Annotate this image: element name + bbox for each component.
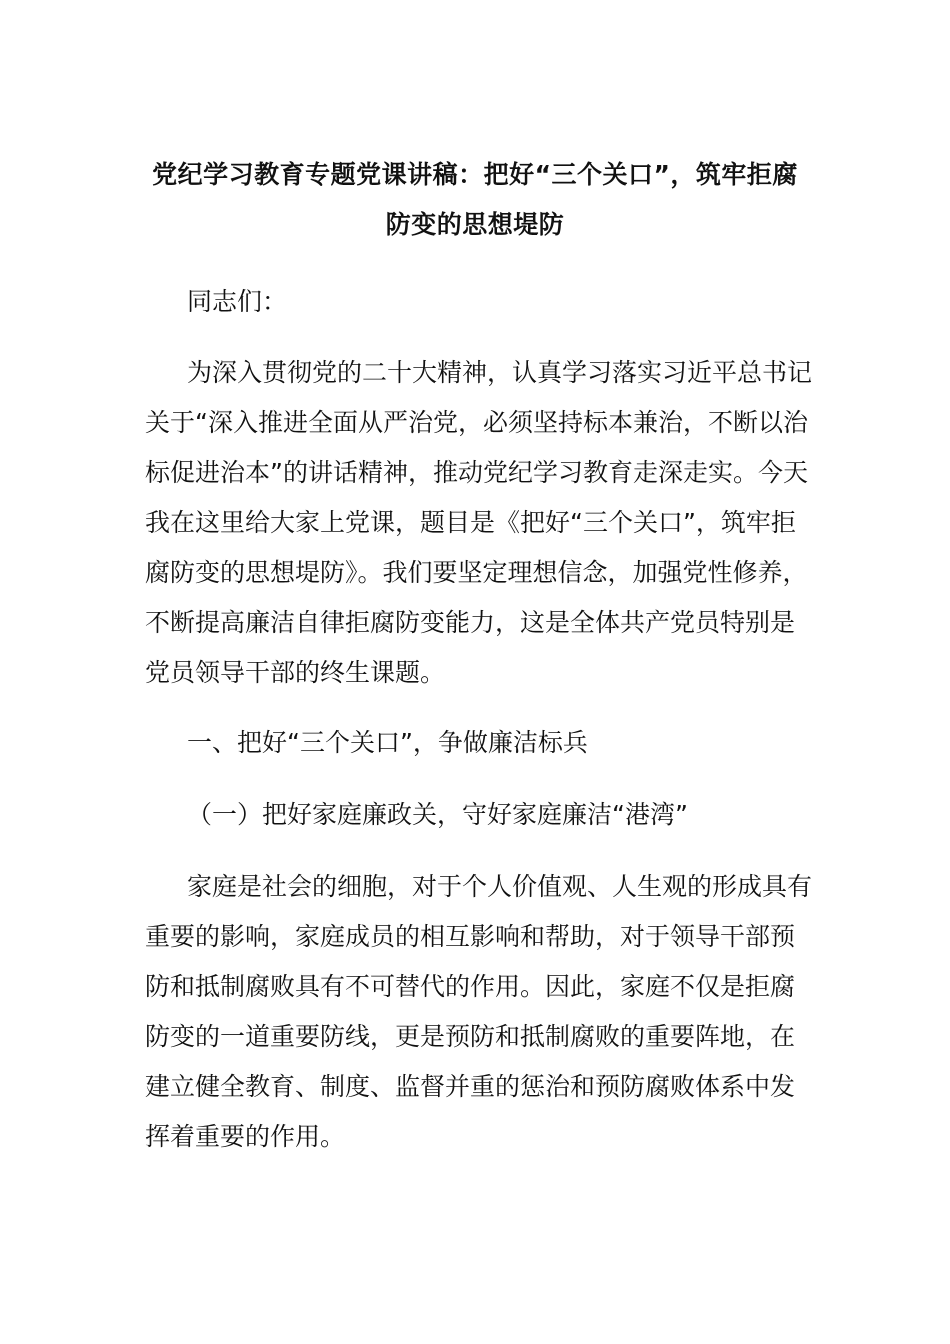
greeting: 同志们： [187,287,288,316]
subsection-heading: （一）把好家庭廉政关，守好家庭廉洁“港湾” [187,800,688,829]
paragraph-family: 家庭是社会的细胞，对于个人价值观、人生观的形成具有重要的影响，家庭成员的相互影响和帮助，对于领导干部预防和抵制腐败具有不可替代的作用。因此，家庭不仅是拒腐防变的一道重要防线，更是预防和抵制腐败的重要阵地，在建立健全教育、制度、监督并重的惩治和预防腐败体系中发挥着重要的作用。 [145,872,813,1151]
document-title: 党纪学习教育专题党课讲稿：把好“三个关口”，筑牢拒腐防变的思想堤防 [152,160,798,239]
paragraph-intro: 为深入贯彻党的二十大精神，认真学习落实习近平总书记关于“深入推进全面从严治党，必须坚持标本兼治，不断以治标促进治本”的讲话精神，推动党纪学习教育走深走实。今天我在这里给大家上党课，题目是《把好“三个关口”，筑牢拒腐防变的思想堤防》。我们要坚定理想信念，加强党性修养，不断提高廉洁自律拒腐防变能力，这是全体共产党员特别是党员领导干部的终生课题。 [145,358,813,687]
section-heading: 一、把好“三个关口”，争做廉洁标兵 [187,728,588,757]
